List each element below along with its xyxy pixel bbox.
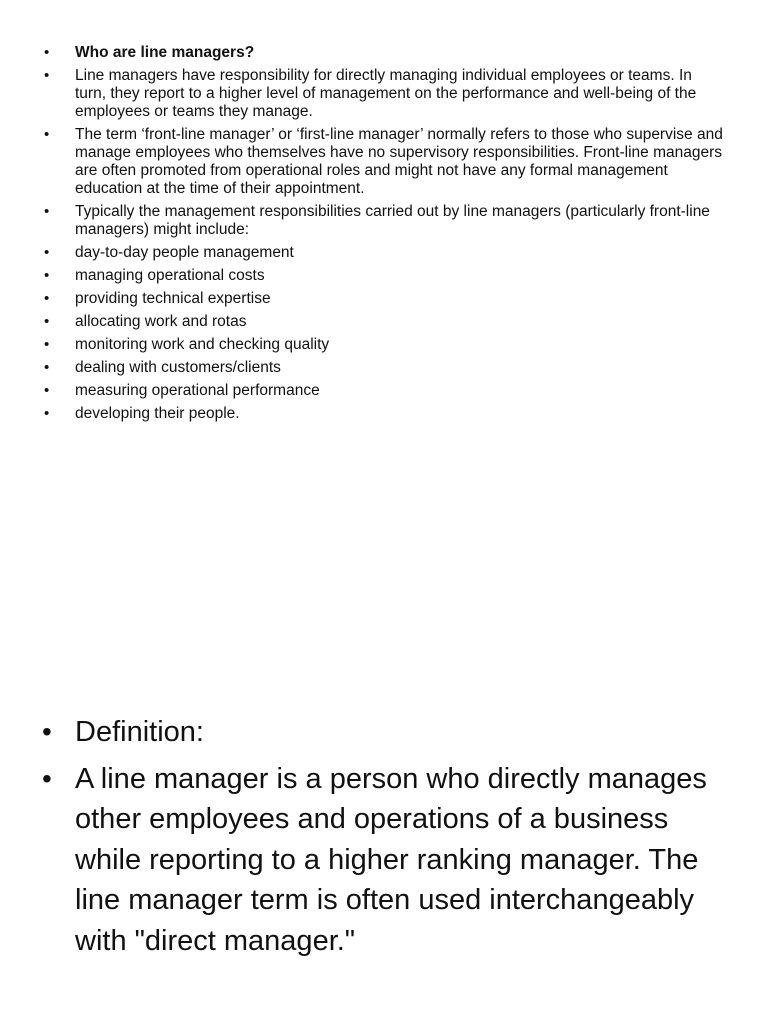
bullet-icon: •: [44, 382, 50, 399]
list-item-text: dealing with customers/clients: [75, 359, 281, 376]
list-item: [40, 244, 724, 262]
list-item: [40, 126, 724, 198]
list-item: [40, 67, 724, 121]
bullet-icon: •: [44, 244, 50, 261]
list-item: [40, 359, 724, 377]
bullet-icon: •: [44, 313, 50, 330]
bullet-icon: •: [44, 359, 50, 376]
bullet-icon: •: [44, 267, 50, 284]
bullet-icon: •: [42, 762, 52, 794]
list-item-text: developing their people.: [75, 405, 240, 422]
list-item: [40, 290, 724, 308]
list-item: [40, 336, 724, 354]
bullet-icon: •: [44, 336, 50, 353]
top-bullet-list: [0, 44, 768, 423]
list-item: [40, 203, 724, 239]
list-item-text: providing technical expertise: [75, 290, 271, 307]
list-item: [40, 267, 724, 285]
list-item: [40, 313, 724, 331]
list-item: [40, 382, 724, 400]
definition-heading: [40, 712, 728, 753]
list-item-text: managing operational costs: [75, 267, 265, 284]
bottom-slide: [0, 712, 768, 967]
definition-body-text: A line manager is a person who directly manages other employees and operations of a business while reporting to a higher ranking manager. The line manager term is often used interchangeably with "direct manager.": [75, 762, 707, 957]
list-item-text: Typically the management responsibilities carried out by line managers (particularly front-line managers) might include:: [75, 203, 710, 238]
bullet-icon: •: [42, 716, 52, 747]
bullet-icon: •: [44, 290, 50, 307]
list-item-text: measuring operational performance: [75, 382, 320, 399]
list-item-text: The term ‘front-line manager’ or ‘first-line manager’ normally refers to those who supervise and manage employees who themselves have no supervisory responsibilities. Front-line managers are often promoted from operational roles and might not have any formal management education at the time of their appointment.: [75, 126, 723, 197]
top-slide: [0, 44, 768, 428]
bullet-icon: •: [44, 203, 50, 220]
bullet-icon: •: [44, 405, 50, 422]
definition-heading-text: Definition:: [75, 716, 204, 748]
list-item-text: day-to-day people management: [75, 244, 294, 261]
bullet-icon: •: [44, 67, 50, 84]
bullet-icon: •: [44, 44, 50, 61]
list-item-text: Line managers have responsibility for directly managing individual employees or teams. In turn, they report to a higher level of management on the performance and well-being of the employees or teams they manage.: [75, 67, 697, 120]
list-item-heading: [40, 44, 724, 62]
definition-body: [40, 759, 728, 962]
bullet-icon: •: [44, 126, 50, 143]
list-item-text: allocating work and rotas: [75, 313, 247, 330]
bottom-bullet-list: [0, 712, 768, 961]
list-item: [40, 405, 724, 423]
list-item-text: monitoring work and checking quality: [75, 336, 330, 353]
list-item-text: Who are line managers?: [75, 44, 255, 61]
